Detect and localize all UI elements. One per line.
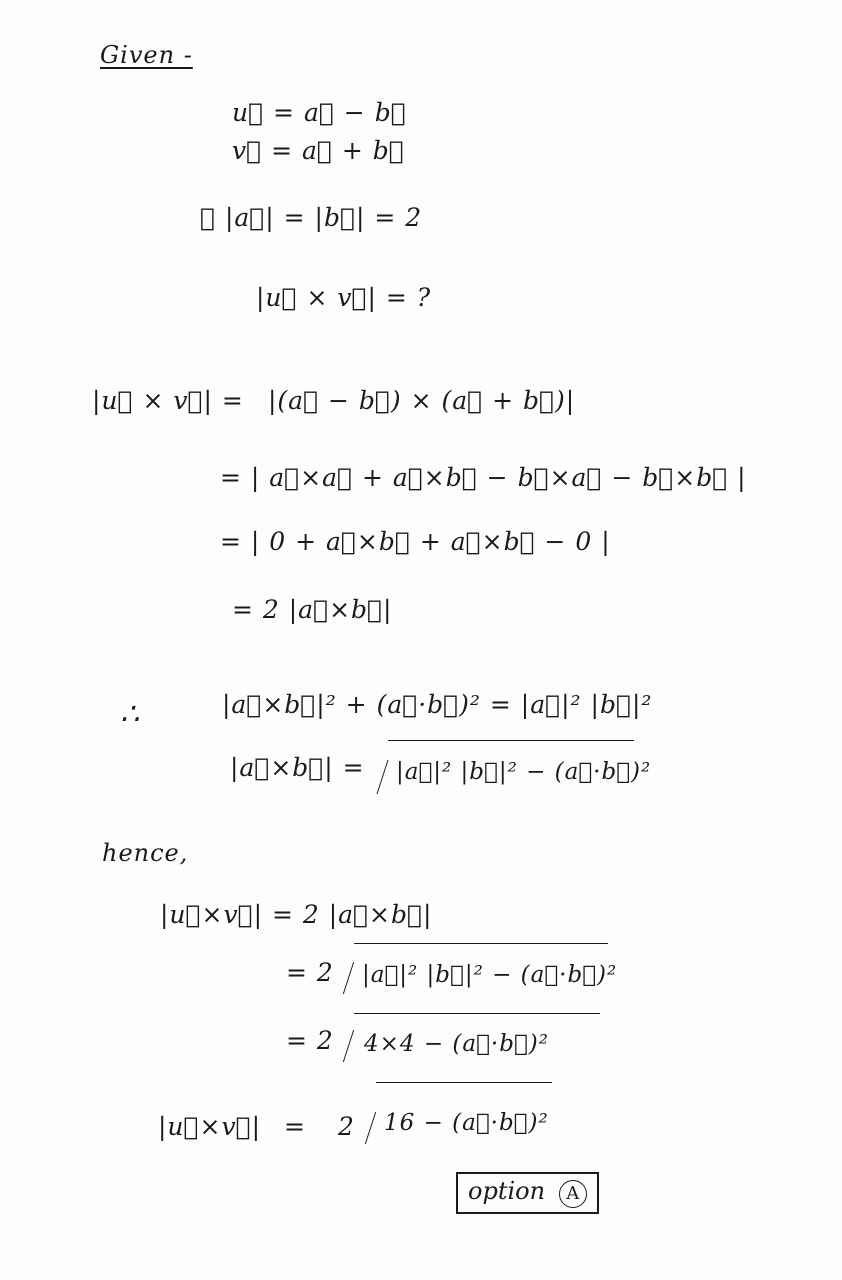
hence-line-2-prefix: = 2 bbox=[286, 958, 334, 987]
given-heading: Given - bbox=[100, 41, 193, 69]
given-line-u: u⃗ = a⃗ − b⃗ bbox=[232, 98, 407, 127]
hence-heading: hence, bbox=[102, 839, 189, 867]
given-magnitudes: ∴ |a⃗| = |b⃗| = 2 bbox=[200, 203, 423, 232]
identity-line-2-radicand: |a⃗|² |b⃗|² − (a⃗·b⃗)² bbox=[396, 759, 652, 785]
answer-choice-circle bbox=[559, 1180, 587, 1208]
answer-choice: A bbox=[566, 1183, 580, 1204]
final-equals: = bbox=[284, 1112, 306, 1141]
derivation-step-2: = | a⃗×a⃗ + a⃗×b⃗ − b⃗×a⃗ − b⃗×b⃗ | bbox=[220, 463, 747, 492]
radical-bar bbox=[388, 740, 634, 741]
final-lhs: |u⃗×v⃗| bbox=[158, 1112, 262, 1141]
radical-bar bbox=[354, 943, 608, 944]
derivation-step-1: |(a⃗ − b⃗) × (a⃗ + b⃗)| bbox=[268, 386, 576, 415]
radical-sign bbox=[376, 760, 388, 794]
therefore-symbol: ∴ bbox=[120, 697, 141, 732]
hence-line-2-radicand: |a⃗|² |b⃗|² − (a⃗·b⃗)² bbox=[362, 962, 618, 988]
answer-box bbox=[456, 1172, 599, 1214]
given-question: |u⃗ × v⃗| = ? bbox=[256, 283, 432, 312]
radical-sign bbox=[343, 962, 354, 994]
final-prefix: 2 bbox=[338, 1112, 355, 1141]
derivation-step-4: = 2 |a⃗×b⃗| bbox=[232, 595, 393, 624]
identity-line-1: |a⃗×b⃗|² + (a⃗·b⃗)² = |a⃗|² |b⃗|² bbox=[222, 690, 653, 719]
final-radicand: 16 − (a⃗·b⃗)² bbox=[384, 1110, 549, 1136]
hence-line-3-radicand: 4×4 − (a⃗·b⃗)² bbox=[364, 1031, 549, 1057]
given-line-v: v⃗ = a⃗ + b⃗ bbox=[232, 136, 405, 165]
radical-sign bbox=[343, 1030, 354, 1062]
radical-bar bbox=[354, 1013, 600, 1014]
hence-line-1: |u⃗×v⃗| = 2 |a⃗×b⃗| bbox=[160, 900, 433, 929]
radical-bar bbox=[376, 1082, 552, 1083]
identity-line-2-lhs: |a⃗×b⃗| = bbox=[230, 753, 365, 782]
radical-sign bbox=[365, 1112, 376, 1144]
hence-line-3-prefix: = 2 bbox=[286, 1026, 334, 1055]
derivation-step-3: = | 0 + a⃗×b⃗ + a⃗×b⃗ − 0 | bbox=[220, 527, 611, 556]
answer-label: option bbox=[468, 1177, 546, 1205]
derivation-lhs: |u⃗ × v⃗| = bbox=[92, 386, 244, 415]
